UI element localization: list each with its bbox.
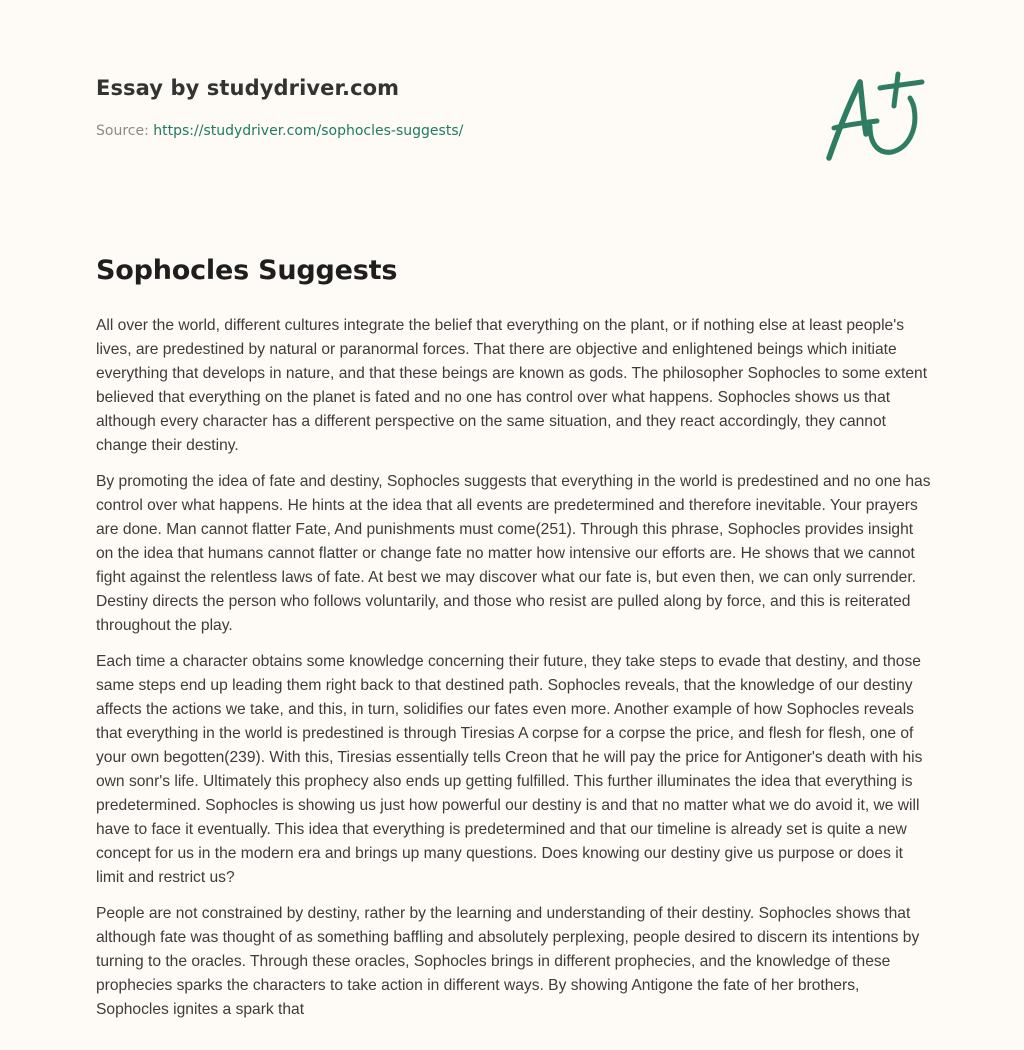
paragraph: By promoting the idea of fate and destiny, Sophocles suggests that everything in the world is predestined and no one has control over what happens. He hints at the idea that all events are predetermined and therefore inevitable. Your prayers are done. Man cannot flatter Fate, And punishments must come(251). Through this phrase, Sophocles provides insight on the idea that humans cannot flatter or change fate no matter how intensive our efforts are. He shows that we cannot fight against the relentless laws of fate. At best we may discover what our fate is, but even then, we can only surrender. Destiny directs the person who follows voluntarily, and those who resist are pulled along by force, and this is reiterated throughout the play. <box>96 473 931 634</box>
essay-header <box>96 76 463 139</box>
essay-body <box>96 314 932 1034</box>
paragraph: People are not constrained by destiny, rather by the learning and understanding of their destiny. Sophocles shows that although fate was thought of as something baffling and absolutely perplexing, people desired to discern its intentions by turning to the oracles. Through these oracles, Sophocles brings in different prophecies, and the knowledge of these prophecies sparks the characters to take action in different ways. By showing Antigone the fate of her brothers, Sophocles ignites a spark that <box>96 905 920 1018</box>
paragraph: All over the world, different cultures integrate the belief that everything on the plant, or if nothing else at least people's lives, are predestined by natural or paranormal forces. That there are objective and enlightened beings which initiate everything that develops in nature, and that these beings are known as gods. The philosopher Sophocles to some extent believed that everything on the planet is fated and no one has control over what happens. Sophocles shows us that although every character has a different perspective on the same situation, and they react accordingly, they cannot change their destiny. <box>96 317 928 454</box>
site-title: Essay by studydriver.com <box>96 76 400 100</box>
a-plus-grade-icon <box>822 68 928 164</box>
page-title: Sophocles Suggests <box>96 255 398 286</box>
source-link[interactable]: https://studydriver.com/sophocles-suggests/ <box>153 123 464 139</box>
source-label: Source: <box>96 123 154 139</box>
source-line <box>96 123 463 139</box>
paragraph: Each time a character obtains some knowledge concerning their future, they take steps to evade that destiny, and those same steps end up leading them right back to that destined path. Sophocles reveals, that the knowledge of our destiny affects the actions we take, and this, in turn, solidifies our fates even more. Another example of how Sophocles reveals that everything in the world is predestined is through Tiresias A corpse for a corpse the price, and flesh for flesh, one of your own begotten(239). With this, Tiresias essentially tells Creon that he will pay the price for Antigoner's death with his own sonr's life. Ultimately this prophecy also ends up getting fulfilled. This further illuminates the idea that everything is predetermined. Sophocles is showing us just how powerful our destiny is and that no matter what we do avoid it, we will have to face it eventually. This idea that everything is predetermined and that our timeline is already set is quite a new concept for us in the modern era and brings up many questions. Does knowing our destiny give us purpose or does it limit and restrict us? <box>96 653 923 886</box>
